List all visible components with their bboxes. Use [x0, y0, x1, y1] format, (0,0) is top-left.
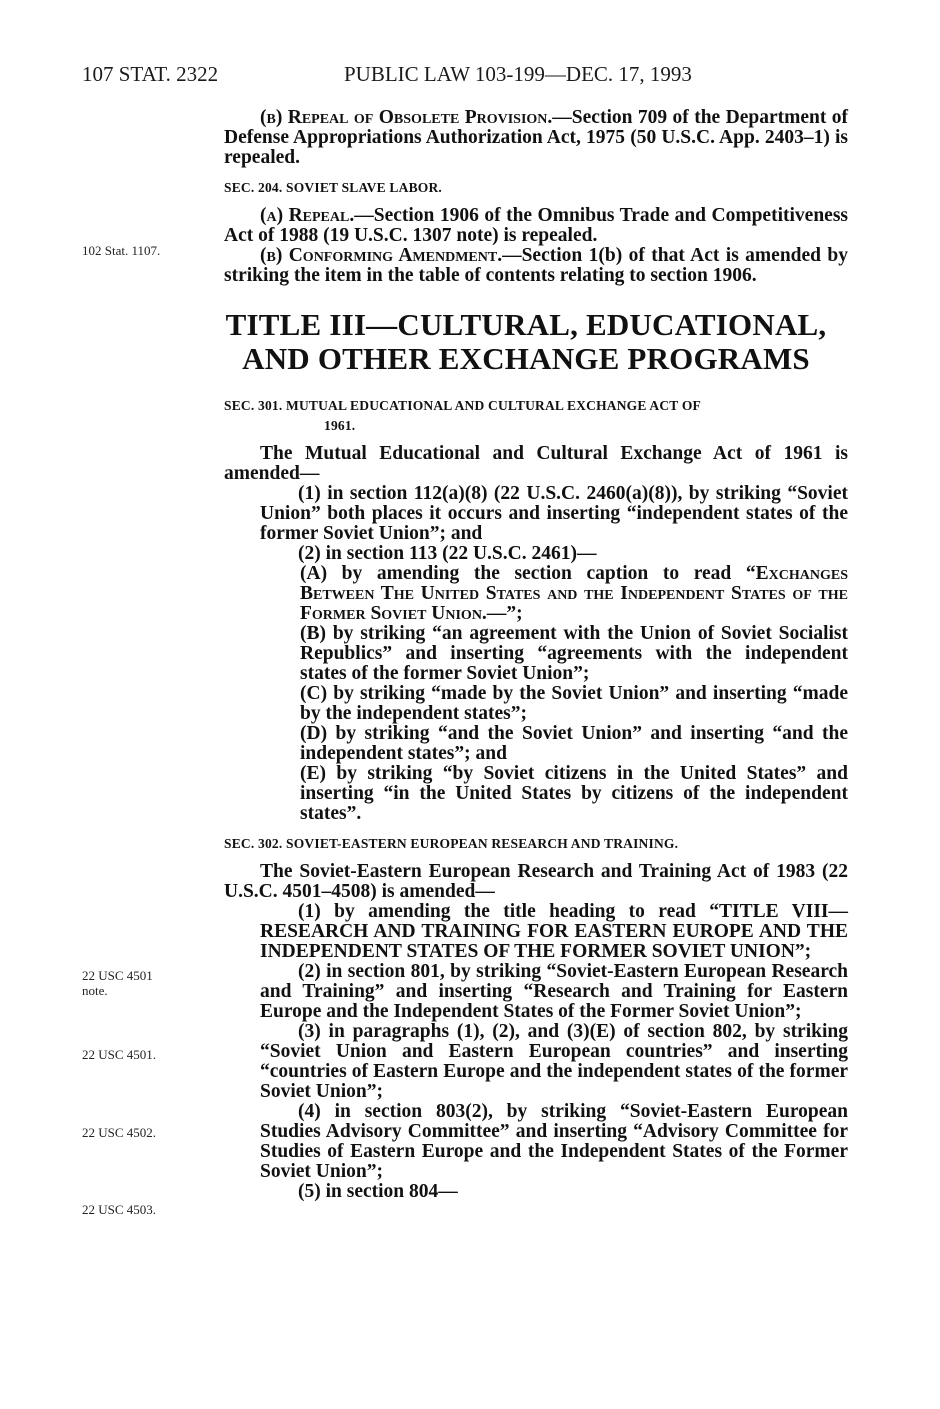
paragraph-302-2: (2) in section 801, by striking “Soviet-Eastern European Research and Training” and inserting “Research and Training for Eastern Europe and the Independent States of the Former Soviet Union”; — [260, 961, 848, 1022]
paragraph-301-intro: The Mutual Educational and Cultural Exchange Act of 1961 is amended— — [224, 443, 848, 484]
paragraph-301-2: (2) in section 113 (22 U.S.C. 2461)— — [298, 543, 597, 564]
margin-note-usc-4501: 22 USC 4501. — [82, 1047, 157, 1062]
caption-text: Exchanges Between The United States and the Independent States of the Former Soviet Union. — [300, 563, 848, 624]
paragraph-text: ”; — [794, 941, 812, 962]
stat-reference: 107 STAT. 2322 — [82, 62, 219, 86]
subsection-heading: (b) Repeal of Obsolete Provision. — [260, 107, 553, 128]
paragraph-301-E: (E) by striking “by Soviet citizens in the United States” and inserting “in the United States by citizens of the independent states”. — [300, 763, 848, 824]
subsection-heading: (a) Repeal. — [260, 205, 355, 226]
paragraph-text: —Section 709 of the Department of Defense Appropriations Authorization Act, 1975 (50 U.S.C. App. 2403–1) is repealed. — [224, 107, 848, 168]
paragraph-204-a — [224, 206, 848, 246]
title-line: AND OTHER EXCHANGE PROGRAMS — [242, 341, 810, 376]
paragraph-301-A — [224, 564, 848, 624]
title-line: TITLE III—CULTURAL, EDUCATIONAL, — [225, 307, 827, 342]
paragraph-302-intro: The Soviet-Eastern European Research and Training Act of 1983 (22 U.S.C. 4501–4508) is amended— — [224, 861, 848, 902]
paragraph-302-3: (3) in paragraphs (1), (2), and (3)(E) of section 802, by striking “Soviet Union and Eastern European countries” and inserting “countries of Eastern Europe and the independent states of the former Soviet Union”; — [260, 1021, 848, 1102]
title-heading — [204, 308, 848, 376]
paragraph-302-1 — [224, 902, 848, 962]
paragraph-repeal-b — [224, 108, 848, 168]
section-heading-301 — [224, 396, 848, 436]
margin-note-usc-4503: 22 USC 4503. — [82, 1202, 157, 1217]
paragraph-text: (A) by amending the section caption to read “ — [300, 563, 756, 584]
paragraph-301-D: (D) by striking “and the Soviet Union” and inserting “and the independent states”; and — [300, 723, 848, 764]
subsection-heading: (b) Conforming Amendment. — [260, 245, 503, 266]
paragraph-text: —Section 1(b) of that Act is amended by striking the item in the table of contents relating to section 1906. — [224, 245, 849, 286]
paragraph-302-5: (5) in section 804— — [298, 1181, 458, 1202]
margin-note-line: note. — [82, 983, 108, 998]
margin-note-stat-1107: 102 Stat. 1107. — [82, 243, 161, 258]
paragraph-text: —Section 1906 of the Omnibus Trade and Competitiveness Act of 1988 (19 U.S.C. 1307 note) is repealed. — [224, 205, 848, 246]
paragraph-text: —”; — [486, 603, 523, 624]
section-heading-204: SEC. 204. SOVIET SLAVE LABOR. — [224, 180, 442, 195]
paragraph-302-4: (4) in section 803(2), by striking “Soviet-Eastern European Studies Advisory Committee” and inserting “Advisory Committee for Studies of Eastern Europe and the Independent States of the Former Soviet Union”; — [260, 1101, 848, 1182]
paragraph-204-b — [224, 246, 848, 286]
paragraph-text: (1) by amending the title heading to read “ — [298, 901, 719, 922]
paragraph-301-C: (C) by striking “made by the Soviet Union” and inserting “made by the independent states”; — [300, 683, 848, 724]
body-column — [224, 108, 848, 1202]
paragraph-301-1: (1) in section 112(a)(8) (22 U.S.C. 2460(a)(8)), by striking “Soviet Union” both places it occurs and inserting “independent states of the former Soviet Union”; and — [260, 483, 848, 544]
section-heading-text: SEC. 301. MUTUAL EDUCATIONAL AND CULTURAL EXCHANGE ACT OF — [224, 398, 701, 413]
margin-note-line: 22 USC 4501 — [82, 968, 153, 983]
margin-note-usc-4501-note — [82, 968, 212, 998]
caption-text: TITLE VIII—RESEARCH AND TRAINING FOR EASTERN EUROPE AND THE INDEPENDENT STATES OF THE FORMER SOVIET UNION — [260, 901, 848, 962]
section-heading-302: SEC. 302. SOVIET-EASTERN EUROPEAN RESEARCH AND TRAINING. — [224, 836, 679, 851]
section-heading-text: 1961. — [324, 418, 356, 433]
law-reference: PUBLIC LAW 103-199—DEC. 17, 1993 — [344, 62, 692, 86]
margin-note-usc-4502: 22 USC 4502. — [82, 1125, 157, 1140]
paragraph-301-B: (B) by striking “an agreement with the Union of Soviet Socialist Republics” and inserting “agreements with the independent states of the former Soviet Union”; — [300, 623, 848, 684]
